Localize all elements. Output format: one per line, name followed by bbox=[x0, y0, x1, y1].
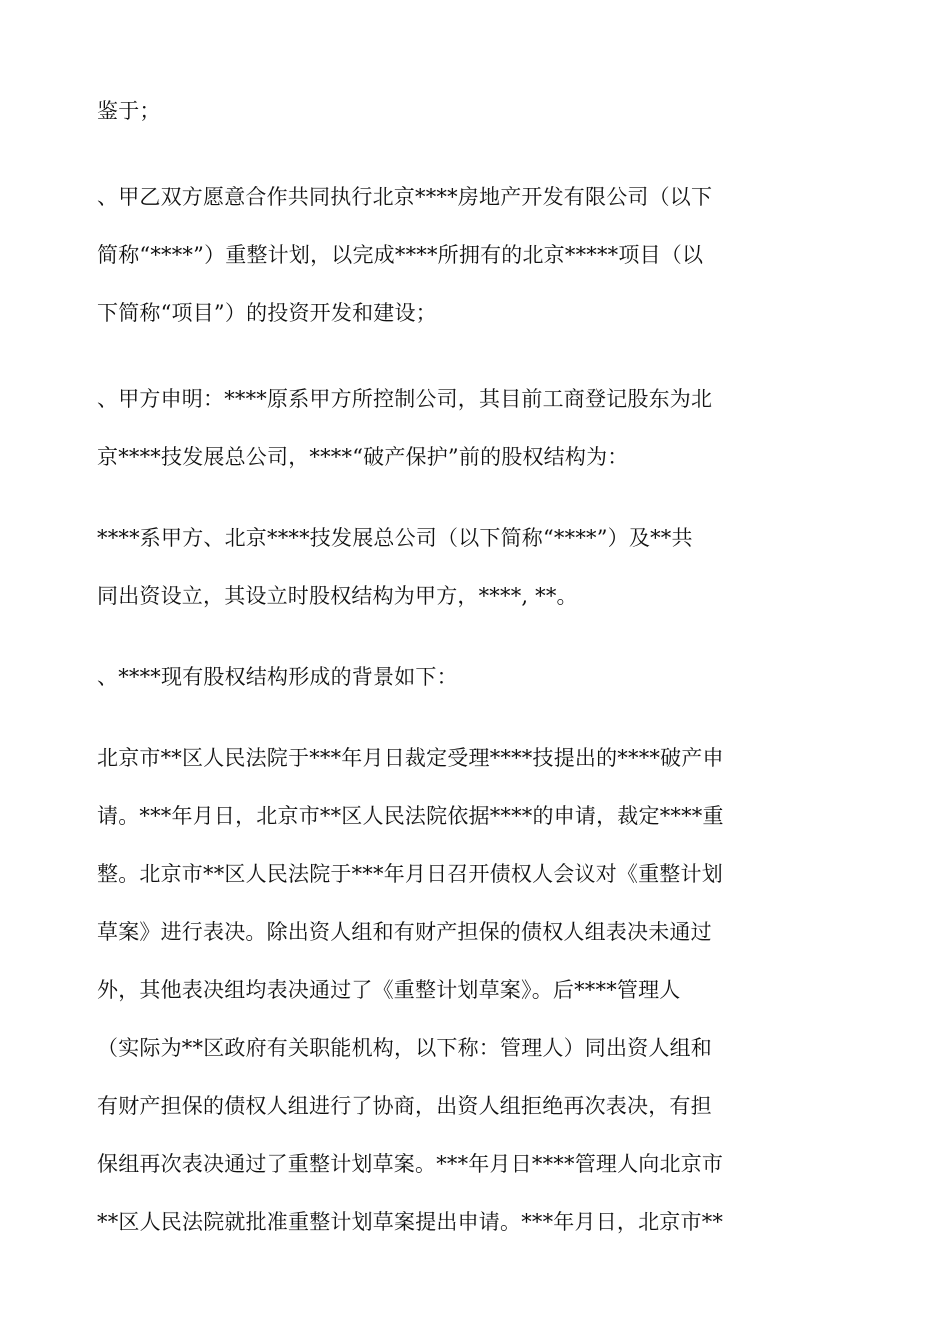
paragraph-court-proceedings bbox=[97, 729, 777, 1251]
text-line: 、甲方申明：****原系甲方所控制公司，其目前工商登记股东为北 bbox=[97, 387, 713, 411]
text-line: 鉴于； bbox=[97, 99, 161, 123]
paragraph-cooperation bbox=[97, 168, 777, 342]
text-line: 同出资设立，其设立时股权结构为甲方，****, **。 bbox=[97, 584, 578, 608]
text-line: 北京市**区人民法院于***年月日裁定受理****技提出的****破产申 bbox=[97, 746, 724, 770]
document-body bbox=[97, 82, 777, 1251]
text-line: ****系甲方、北京****技发展总公司（以下简称“****”）及**共 bbox=[97, 526, 693, 550]
paragraph-equity-structure bbox=[97, 509, 777, 625]
text-line: 、****现有股权结构形成的背景如下： bbox=[97, 665, 458, 689]
text-line: **区人民法院就批准重整计划草案提出申请。***年月日，北京市** bbox=[97, 1210, 724, 1234]
paragraph-party-a-statement bbox=[97, 370, 777, 486]
text-line: 整。北京市**区人民法院于***年月日召开债权人会议对《重整计划 bbox=[97, 862, 723, 886]
paragraph-whereas bbox=[97, 82, 777, 140]
text-line: 京****技发展总公司，****“破产保护”前的股权结构为： bbox=[97, 445, 629, 469]
text-line: 下简称“项目”）的投资开发和建设； bbox=[97, 301, 437, 325]
text-line: （实际为**区政府有关职能机构，以下称：管理人）同出资人组和 bbox=[97, 1036, 712, 1060]
text-line: 草案》进行表决。除出资人组和有财产担保的债权人组表决未通过 bbox=[97, 920, 712, 944]
paragraph-background-heading bbox=[97, 648, 777, 706]
text-line: 外，其他表决组均表决通过了《重整计划草案》。后****管理人 bbox=[97, 978, 681, 1002]
text-line: 简称“****”）重整计划，以完成****所拥有的北京*****项目（以 bbox=[97, 243, 704, 267]
text-line: 请。***年月日，北京市**区人民法院依据****的申请，裁定****重 bbox=[97, 804, 724, 828]
text-line: 、甲乙双方愿意合作共同执行北京****房地产开发有限公司（以下 bbox=[97, 185, 713, 209]
text-line: 保组再次表决通过了重整计划草案。***年月日****管理人向北京市 bbox=[97, 1152, 724, 1176]
text-line: 有财产担保的债权人组进行了协商，出资人组拒绝再次表决，有担 bbox=[97, 1094, 712, 1118]
